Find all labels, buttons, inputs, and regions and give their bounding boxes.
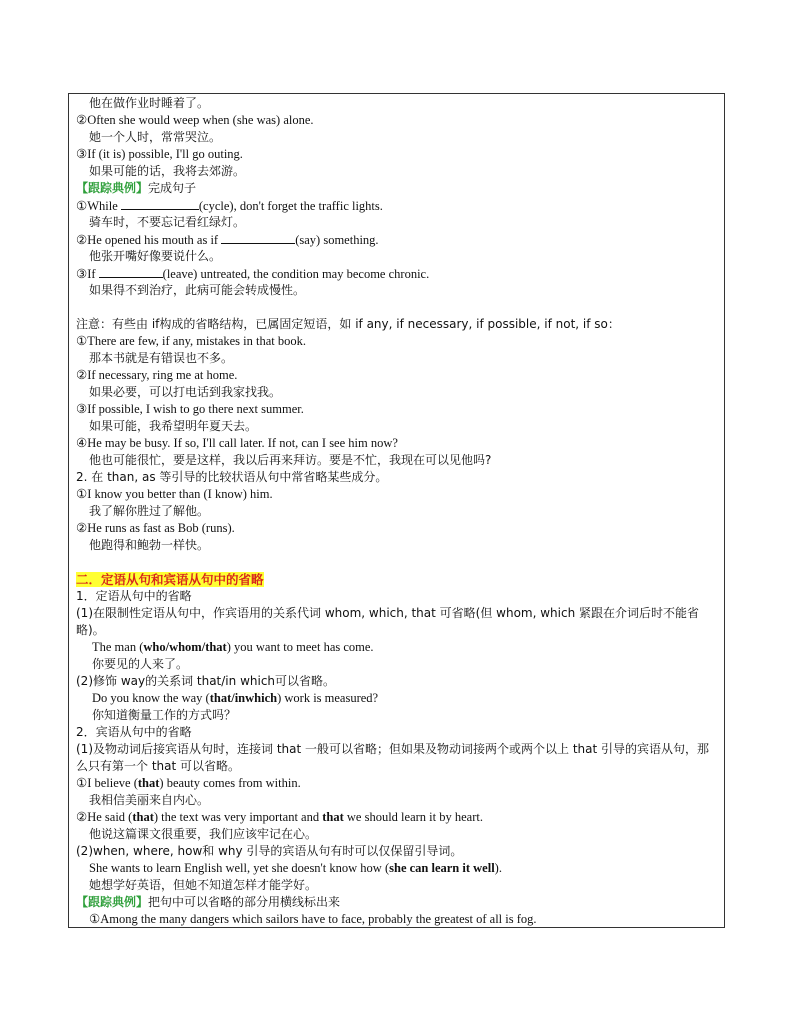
text-fragment: Do you know the way ( — [92, 691, 210, 705]
text-line: 我相信美丽来自内心。 — [89, 793, 210, 807]
text-line: 他说这篇课文很重要，我们应该牢记在心。 — [89, 827, 318, 841]
text-fragment: we should learn it by heart. — [343, 810, 483, 824]
bold-fragment: that — [132, 810, 154, 824]
text-line: 骑车时，不要忘记看红绿灯。 — [89, 215, 246, 229]
practice-instruction: 把句中可以省略的部分用横线标出来 — [148, 895, 341, 909]
text-fragment: ②He said ( — [76, 810, 133, 824]
example-line — [76, 860, 720, 877]
section-heading — [76, 571, 720, 588]
text-line: 如果必要，可以打电话到我家找我。 — [89, 385, 282, 399]
subsection-title: 2．宾语从句中的省略 — [76, 725, 192, 739]
text-line: 如果得不到治疗，此病可能会转成慢性。 — [89, 283, 306, 297]
text-fragment: ) you want to meet has come. — [226, 640, 374, 654]
text-line: ③If (it is) possible, I'll go outing. — [76, 147, 243, 161]
text-fragment: (cycle), don't forget the traffic lights. — [198, 199, 383, 213]
practice-heading — [76, 180, 720, 197]
answer-blank[interactable] — [99, 265, 163, 278]
text-fragment: ) beauty comes from within. — [159, 776, 301, 790]
note-line: 注意：有些由 if构成的省略结构，已属固定短语，如 if any, if necessary, if possible, if not, if so： — [76, 317, 620, 331]
text-line: 她想学好英语，但她不知道怎样才能学好。 — [89, 878, 318, 892]
exercise-line — [76, 197, 720, 214]
content-body — [76, 95, 720, 928]
text-line: 如果可能的话，我将去郊游。 — [89, 164, 246, 178]
text-fragment: ) the text was very important and — [153, 810, 323, 824]
text-line: ②Often she would weep when (she was) alone. — [76, 113, 314, 127]
bold-fragment: that — [322, 810, 344, 824]
section-title: 二．定语从句和宾语从句中的省略 — [76, 572, 264, 587]
content-box — [68, 93, 725, 928]
text-line: 那本书就是有错误也不多。 — [89, 351, 234, 365]
text-line: ②He runs as fast as Bob (runs). — [76, 521, 235, 535]
practice-tag: 【跟踪典例】 — [76, 895, 149, 909]
bold-fragment: that/inwhich — [209, 691, 278, 705]
rule-line: (2)when, where, how和 why 引导的宾语从句有时可以仅保留引导词。 — [76, 844, 463, 858]
text-line: 如果可能，我希望明年夏天去。 — [89, 419, 258, 433]
text-line: 你知道衡量工作的方式吗？ — [92, 708, 237, 722]
text-fragment: ①While — [76, 199, 121, 213]
text-fragment: ③If — [76, 267, 99, 281]
example-line — [76, 690, 720, 707]
example-line — [76, 775, 720, 792]
text-line: 我了解你胜过了解他。 — [89, 504, 210, 518]
subsection-title: 1．定语从句中的省略 — [76, 589, 192, 603]
rule-line: (1)在限制性定语从句中，作宾语用的关系代词 whom, which, that 可省略(但 whom, which 紧跟在介词后时不能省略)。 — [76, 606, 700, 637]
text-line: ①There are few, if any, mistakes in that book. — [76, 334, 306, 348]
text-line: ④He may be busy. If so, I'll call later. If not, can I see him now? — [76, 436, 398, 450]
spacer — [76, 554, 720, 571]
text-fragment: ①I believe ( — [76, 776, 138, 790]
text-fragment: She wants to learn English well, yet she doesn't know how ( — [89, 861, 390, 875]
text-fragment: (leave) untreated, the condition may become chronic. — [162, 267, 430, 281]
text-line: ③If possible, I wish to go there next summer. — [76, 402, 304, 416]
spacer — [76, 299, 720, 316]
exercise-line — [76, 265, 720, 282]
practice-heading — [76, 894, 720, 911]
bold-fragment: she can learn it well — [389, 861, 495, 875]
example-line — [76, 809, 720, 826]
text-fragment: The man ( — [92, 640, 144, 654]
text-line: 他跑得和鲍勃一样快。 — [89, 538, 210, 552]
exercise-line[interactable]: ①Among the many dangers which sailors have to face, probably the greatest of all is fog. — [89, 912, 537, 926]
answer-blank[interactable] — [121, 197, 199, 210]
text-line: 他也可能很忙，要是这样，我以后再来拜访。要是不忙，我现在可以见他吗? — [89, 453, 492, 467]
text-line: 他在做作业时睡着了。 — [89, 96, 210, 110]
practice-tag: 【跟踪典例】 — [76, 181, 149, 195]
rule-line: (1)及物动词后接宾语从句时，连接词 that 一般可以省略；但如果及物动词接两个或两个以上 that 引导的宾语从句，那么只有第一个 that 可以省略。 — [76, 742, 709, 773]
answer-blank[interactable] — [221, 231, 295, 244]
text-fragment: ). — [494, 861, 502, 875]
text-fragment: (say) something. — [295, 233, 379, 247]
example-line — [76, 639, 720, 656]
rule-line: (2)修饰 way的关系词 that/in which可以省略。 — [76, 674, 336, 688]
practice-instruction: 完成句子 — [148, 181, 197, 195]
text-line: 她一个人时，常常哭泣。 — [89, 130, 222, 144]
exercise-line — [76, 231, 720, 248]
text-fragment: ②He opened his mouth as if — [76, 233, 222, 247]
bold-fragment: who/whom/that — [143, 640, 227, 654]
text-line: 2. 在 than, as 等引导的比较状语从句中常省略某些成分。 — [76, 470, 388, 484]
bold-fragment: that — [137, 776, 160, 790]
text-line: 你要见的人来了。 — [92, 657, 189, 671]
text-line: 他张开嘴好像要说什么。 — [89, 249, 222, 263]
text-line: ②If necessary, ring me at home. — [76, 368, 238, 382]
text-line: ①I know you better than (I know) him. — [76, 487, 273, 501]
text-fragment: ) work is measured? — [277, 691, 379, 705]
